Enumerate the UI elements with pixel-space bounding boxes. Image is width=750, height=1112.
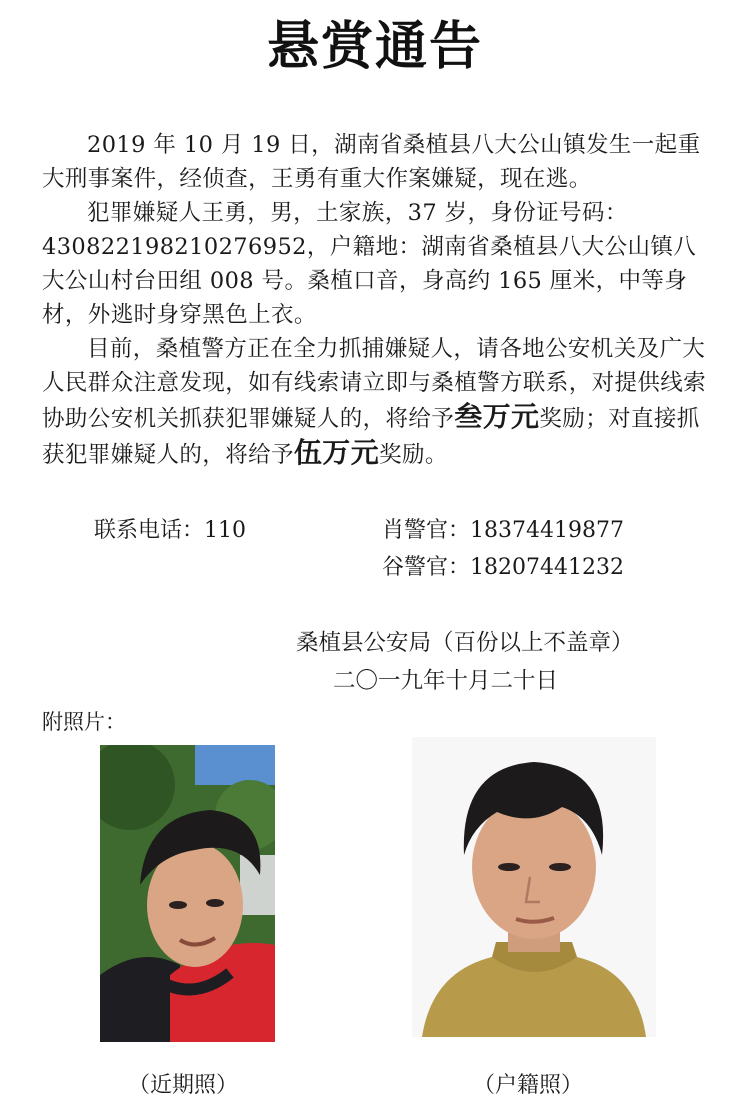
contact-officer-xiao	[382, 513, 624, 544]
paragraph-reward	[42, 332, 714, 472]
phone-label: 联系电话：	[94, 518, 205, 543]
recent-photo	[100, 745, 275, 1042]
paragraph-case: 2019 年 10 月 19 日，湖南省桑植县八大公山镇发生一起重大刑事案件，经侦查，王勇有重大作案嫌疑，现在逃。	[42, 132, 701, 192]
reward-amount-tip: 叁万元	[454, 400, 540, 433]
registry-photo-image	[412, 737, 656, 1037]
paragraph-suspect: 犯罪嫌疑人王勇，男，土家族，37 岁，身份证号码：430822198210276952，户籍地：湖南省桑植县八大公山镇八大公山村台田组 008 号。桑植口音，身高约 165 厘米，中等身材，外逃时身穿黑色上衣。	[42, 200, 697, 328]
notice-body	[42, 128, 714, 472]
registry-photo-caption: （户籍照）	[473, 1073, 584, 1098]
reward-text-a: 目前，桑植警方正在全力抓捕嫌疑人，请各地公安机关及广大人民群众注意发现，如有线索请立即与桑植警方联系，对提供线索协助公安机关抓获犯罪嫌疑人的，将给予	[42, 336, 707, 432]
issue-date: 二〇一九年十月二十日	[333, 668, 559, 694]
contact-phone	[94, 513, 246, 544]
recent-photo-caption: （近期照）	[128, 1073, 239, 1098]
officer-xiao-label: 肖警官：	[382, 518, 471, 543]
reward-amount-capture: 伍万元	[293, 436, 380, 469]
notice-title: 悬赏通告	[266, 17, 483, 77]
officer-gu-label: 谷警官：	[382, 555, 471, 580]
officer-gu-phone: 18207441232	[470, 555, 624, 580]
reward-text-b: 奖励；对直接抓获犯罪嫌疑人的，将给予	[42, 406, 700, 468]
issuer: 桑植县公安局（百份以上不盖章）	[296, 630, 634, 656]
contact-officer-gu	[382, 550, 624, 581]
phone-number: 110	[204, 518, 247, 543]
reward-text-c: 奖励。	[379, 442, 448, 468]
registry-photo	[412, 737, 656, 1037]
officer-xiao-phone: 18374419877	[470, 518, 624, 543]
attachment-label: 附照片：	[42, 710, 126, 734]
recent-photo-image	[100, 745, 275, 1042]
